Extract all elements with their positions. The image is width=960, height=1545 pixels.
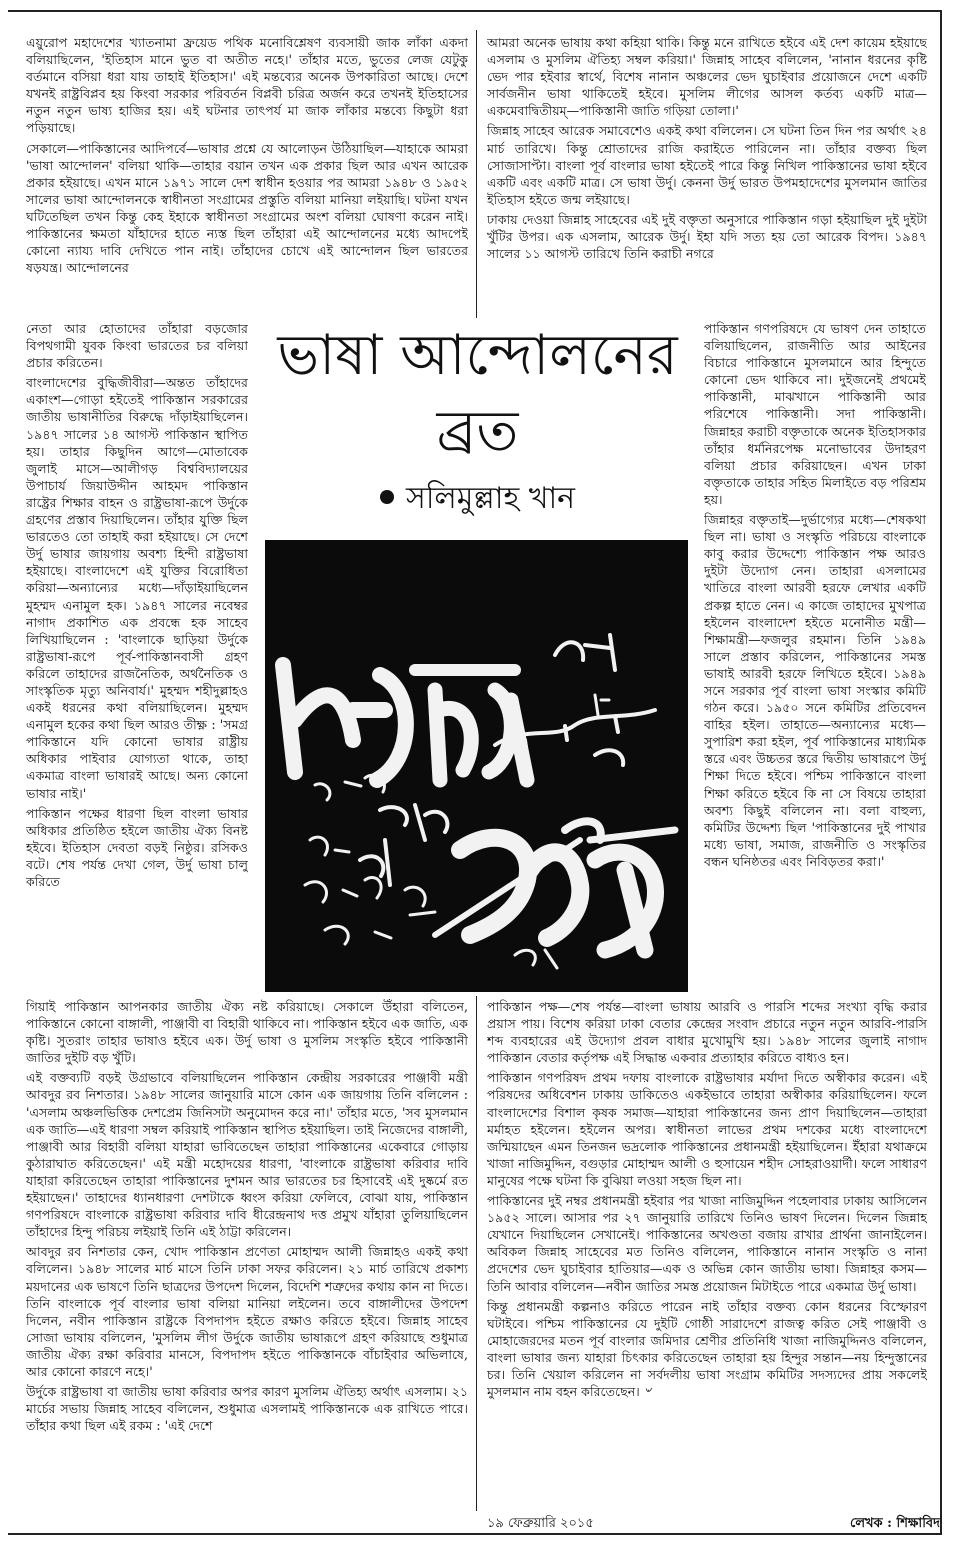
column-bottom-left [26,998,468,1513]
frame-top [8,10,942,12]
byline [380,478,680,520]
paragraph: এই বক্তব্যটি বড়ই উগ্রভাবে বলিয়াছিলেন পাকিস্তান কেন্দ্রীয় সরকারের পাঞ্জাবী মন্ত্রী আবদুর রব নিশতার। ১৯৪৮ সালের জানুয়ারি মাসে কোন এক জায়গায় তিনি বলিলেন : 'এসলাম অঞ্চলভিত্তিক দেশপ্রেম জিনিসটা অনুমোদন করে না।' তাঁহার মতে, 'সব মুসলমান এক জাতি—এই ধারণা সম্বল করিয়াই পাকিস্তান স্থাপিত হইয়াছিল। তাই নিজেদের বাঙ্গালী, পাঞ্জাবী আর বিহারী বলিয়া যাহারা ভাবিতেছেন তাহারা পাকিস্তানের একেবারে গোড়ায় কুঠারাঘাত করিতেছেন।' এই মন্ত্রী মহোদয়ের ধারণা, 'বাংলাকে রাষ্ট্রভাষা করিবার দাবি যাহারা করিতেছেন তাহারা পাকিস্তানের দুশমন আর ভারতের চর হিসাবেই এই দুষ্কর্মে রত হইয়াছেন।' তাহাদের ধ্যানধারণা দেশটাকে ধ্বংস করিয়া ফেলিবে, বোঝা যায়, পাকিস্তান গণপরিষদে বাংলাকে রাষ্ট্রভাষা করিবার দাবি ধীরেন্দ্রনাথ দত্ত প্রমুখ যাঁহারা তুলিয়াছিলেন তাঁহাদের হিন্দু পরিচয় লইয়াই তিনি এই ঠাট্টা করিলেন। [26,1070,468,1240]
bullet-icon [380,490,394,504]
headline-line-1: ভাষা আন্দোলনের [277,323,678,388]
painted-slogan-image [265,540,688,992]
paragraph: নেতা আর হোতাদের তাঁহারা বড়জোর বিপথগামী যুবক কিংবা ভারতের চর বলিয়া প্রচার করিতেন। [26,321,248,371]
paragraph: ঢাকায় দেওয়া জিন্নাহ সাহেবের এই দুই বক্তৃতা অনুসারে পাকিস্তান গড়া হইয়াছিল দুই দুইটা খুঁটির উপর। এক এসলাম, আরেক উর্দু। ইহা যদি সত্য হয় তো আরেক বিপদ। ১৯৪৭ সালের ১১ আগস্ট তারিখে তিনি করাচী নগরে [487,211,927,262]
column-divider-bottom [476,996,477,1511]
headline-line-2: ব্রত [436,399,519,464]
column-mid-left [26,320,248,996]
paragraph: সেকালে—পাকিস্তানের আদিপর্বে—ভাষার প্রশ্নে যে আলোড়ন উঠিয়াছিল—যাহাকে আমরা 'ভাষা আন্দোলন' বলিয়া থাকি—তাহার বয়ান তখন এক প্রকার ছিল আর এখন আরেক প্রকার হইয়াছে। এখন মানে ১৯৭১ সালে দেশ স্বাধীন হওয়ার পর আমরা ১৯৪৮ ও ১৯৫২ সালের ভাষা আন্দোলনকে স্বাধীনতা সংগ্রামের প্রস্তুতি বলিয়া মানিয়া লইয়াছি। ঘটনা যখন ঘটিতেছিল তখন কিন্তু কেহ ইহাকে স্বাধীনতা সংগ্রামের অংশ বলিয়া ঘোষণা করেন নাই। পাকিস্তানের ক্ষমতা যাঁহাদের হাতে ন্যস্ত ছিল তাঁহারা এই আন্দোলনের মধ্যে আদপেই কোনো ন্যায্য দাবি দেখিতে পান নাই। তাঁহাদের চোখে এই আন্দোলন ছিল ভারতের ষড়যন্ত্র। আন্দোলনের [26,140,468,276]
paragraph: পাকিস্তান পক্ষের ধারণা ছিল বাংলা ভাষার অধিকার প্রতিষ্ঠিত হইলে জাতীয় ঐক্য বিনষ্ট হইবে। ইতিহাস দেবতা বড়ই নিষ্ঠুর। রসিকও বটে। শেষ পর্যন্ত দেখা গেল, উর্দু ভাষা চালু করিতে [26,805,248,889]
paragraph: পাকিস্তান গণপরিষদে যে ভাষণ দেন তাহাতে বলিয়াছিলেন, রাজনীতি আর আইনের বিচারে পাকিস্তানে মুসলমানে আর হিন্দুতে কোনো ভেদ থাকিবে না। দুইজনেই প্রথমেই পাকিস্তানী, মাঝখানে পাকিস্তানী আর পরিশেষে পাকিস্তানী। সদা পাকিস্তানী। জিন্নাহর করাচী বক্তৃতাকে অনেক ইতিহাসকার তাঁহার ধর্মনিরপেক্ষ মনোভাবের উদাহরণ বলিয়া প্রচার করিয়াছেন। এখন ঢাকা বক্তৃতাকে তাহার সহিত মিলাইতে বড় পরিশ্রম হয়। [704,321,926,507]
column-bottom-right [487,998,927,1513]
paragraph: এয়ুরোপ মহাদেশের খ্যাতনামা ফ্রয়েড পথিক মনোবিশ্লেষণ ব্যবসায়ী জাক লাঁকা একদা বলিয়াছিলেন, 'ইতিহাস মানে ভুত বা অতীত নহে।' তাঁহার মতে, ভুতের লেজ যেটুকু বর্তমানে বসিয়া ধরা যায় তাহাই ইতিহাস।' এই মন্তব্যের অনেক উপকারিতা আছে। দেশে যখনই রাষ্ট্রবিপ্লব হয় কিংবা সরকার পরিবর্তন বিপ্লবী চরিত্র অর্জন করে তখনই ইতিহাসের নতুন নতুন ভাষ্য হাজির হয়। এই ঘটনার তাৎপর্য মা জাক লাঁকার মন্তব্যে কিছুটা ধরা পড়িয়াছে। [26,35,468,136]
frame-right [940,10,942,1535]
column-divider-top [476,30,477,318]
frame-bottom [8,1533,942,1535]
paragraph: পাকিস্তান পক্ষ—শেষ পর্যন্ত—বাংলা ভাষায় আরবি ও পারসি শব্দের সংখ্যা বৃদ্ধি করার প্রয়াস পায়। বিশেষ করিয়া ঢাকা বেতার কেন্দ্রের সংবাদ প্রচারে নতুন নতুন আরবি-পারসি শব্দ ব্যবহারের এই উদ্যোগ প্রবল বাধার মুখোমুখি হয়। ১৯৪৮ সালের জুলাই নাগাদ পাকিস্তান বেতার কর্তৃপক্ষ এই সিদ্ধান্ত একবার প্রত্যাহার করিতে বাধ্যও হন। [487,999,927,1066]
column-mid-right [704,320,926,996]
paragraph: উর্দুকে রাষ্ট্রভাষা বা জাতীয় ভাষা করিবার অপর কারণ মুসলিম ঐতিহ্য অর্থাৎ এসলাম। ২১ মার্চের সভায় জিন্নাহ সাহেব বলিলেন, শুধুমাত্র এসলামই পাকিস্তানকে এক রাখিতে পারে। তাঁহার কথা ছিল এই রকম : 'এই দেশে [26,1384,468,1434]
column-top-left [26,34,468,320]
paragraph: পাকিস্তান গণপরিষদ প্রথম দফায় বাংলাকে রাষ্ট্রভাষার মর্যাদা দিতে অস্বীকার করেন। এই পরিষদের অধিবেশন ঢাকায় ডাকিতেও একইভাবে তাহারা অস্বীকার করিয়াছিলেন। ফলে বাংলাদেশের বিশাল কৃষক সমাজ—যাহারা পাকিস্তানের জন্য প্রাণ দিয়াছিলেন—তাহারা মর্মাহত হইলেন। হইলেন অপর। স্বাধীনতা লাভের প্রথম দশকের মধ্যে বাংলাদেশে জন্মিয়াছেন এমন তিনজন ভদ্রলোক পাকিস্তানের প্রধানমন্ত্রী হইয়াছিলেন। ইঁহারা যথাক্রমে খাজা নাজিমুদ্দিন, বগুড়ার মোহাম্মদ আলী ও হুসায়েন শহীদ সোহরাওয়ার্দী। ফলে সাধারণ মানুষের পক্ষে ঘটনা কি বুঝিয়া লওয়া সহজ ছিল না। [487,1070,927,1188]
photo-ekushe-wall [265,540,688,992]
author-note: লেখক : শিক্ষাবিদ [850,1516,940,1531]
paragraph: জিন্নাহ সাহেব আরেক সমাবেশেও একই কথা বলিলেন। সে ঘটনা তিন দিন পর অর্থাৎ ২৪ মার্চ তারিখে। কিন্তু শ্রোতাদের রাজি করাইতে পারিলেন না। তাঁহার বক্তব্য ছিল সোজাসাপ্টা। বাংলা পূর্ব বাংলার ভাষা হইতেই পারে কিন্তু নিখিল পাকিস্তানের ভাষা হইবে একটি এবং একটি মাত্র। সে ভাষা উর্দু। কেননা উর্দু ভারত উপমহাদেশের মুসলমান জাতির ইতিহাস হইতে জন্ম লইয়াছে। [487,123,927,207]
publication-date: ১৯ ফেব্রুয়ারি ২০১৫ [487,1516,594,1531]
author-name: সলিমুল্লাহ খান [406,481,576,516]
paragraph: কিন্তু প্রধানমন্ত্রী কল্পনাও করিতে পারেন নাই তাঁহার বক্তব্য কোন ধরনের বিস্ফোরণ ঘটাইবে। পশ্চিম পাকিস্তানের যে দুইটি গোষ্ঠী সারাদেশে রাজত্ব করিত সেই পাঞ্জাবী ও মোহাজেরদের মতন পূর্ব বাংলার জমিদার শ্রেণীর প্রতিনিধি খাজা নাজিমুদ্দিনও বলিলেন, বাংলা ভাষার জন্য যাহারা চিৎকার করিতেছেন তাহারা হয় হিন্দুর সন্তান—নয় হিন্দুস্তানের চর। তিনি খেয়াল করিলেন না সর্বদলীয় ভাষা সংগ্রাম কমিটির সদস্যদের প্রায় সকলেই মুসলমান নাম বহন করিতেছেন। ৺ [487,1298,927,1400]
paragraph: আবদুর রব নিশতার কেন, খোদ পাকিস্তান প্রণেতা মোহাম্মদ আলী জিন্নাহও একই কথা বলিলেন। ১৯৪৮ সালের মার্চ মাসে তিনি ঢাকা সফর করিলেন। ২১ মার্চ তারিখে প্রকাশ্য ময়দানের এক ভাষণে তিনি ছাত্রদের উপদেশ দিলেন, বিদেশি শত্রুদের কথায় কান না দিতে। তিনি বাংলাকে পূর্ব বাংলার ভাষা বলিয়া মানিয়া লইলেন। তবে বাঙ্গালীদের উপদেশ দিলেন, নবীন পাকিস্তান রাষ্ট্রকে বিপদাপদ হইতে রক্ষাও করিতে হইবে। জিন্নাহ সাহেব সোজা ভাষায় বলিলেন, 'মুসলিম লীগ উর্দুকে জাতীয় ভাষারূপে গ্রহণ করিয়াছে শুধুমাত্র জাতীয় ঐক্য রক্ষা করিবার মানসে, বিপদাপদ হইতে পাকিস্তানকে বাঁচাইবার অভিলাষে, আর কোনো কারণে নহে।' [26,1244,468,1379]
paragraph: পাকিস্তানের দুই নম্বর প্রধানমন্ত্রী হইবার পর খাজা নাজিমুদ্দিন পহেলাবার ঢাকায় আসিলেন ১৯৫২ সালে। আসার পর ২৭ জানুয়ারি তারিখে তিনিও ভাষণ দিলেন। দিলেন জিন্নাহ যেখানে দিয়াছিলেন সেখানেই। পাকিস্তানের অখণ্ডতা বজায় রাখার প্রার্থনা জানাইলেন। অবিকল জিন্নাহ সাহেবের মত তিনিও বলিলেন, পাকিস্তানে নানান সংস্কৃতি ও নানা প্রদেশের ভেদ ঘুচাইবার হাতিয়ার—এক ও অভিন্ন কোন জাতীয় ভাষা। জিন্নাহর কসম—তিনি আবার বলিলেন—নবীন জাতির সমস্ত প্রয়োজন মিটাইতে পারে একমাত্র উর্দু ভাষা। [487,1193,927,1294]
paragraph: গিয়াই পাকিস্তান আপনকার জাতীয় ঐক্য নষ্ট করিয়াছে। সেকালে উঁহারা বলিতেন, পাকিস্তানে কোনো বাঙ্গালী, পাঞ্জাবী বা বিহারী থাকিবে না। পাকিস্তান হইবে এক জাতি, এক কৃষ্টি। সুতরাং তাহার ভাষাও হইবে এক। উর্দু ভাষা ও মুসলিম সংস্কৃতি হইবে পাকিস্তানী জাতির দুইটি বড় খুঁটি। [26,999,468,1066]
paragraph: বাংলাদেশের বুদ্ধিজীবীরা—অন্তত তাঁহাদের একাংশ—গোড়া হইতেই পাকিস্তান সরকারের জাতীয় ভাষানীতির বিরুদ্ধে দাঁড়াইয়াছিলেন। ১৯৪৭ সালের ১৪ আগস্ট পাকিস্তান স্থাপিত হয়। তাহার কিছুদিন আগে—মোতাবেক জুলাই মাসে—আলীগড় বিশ্ববিদ্যালয়ের উপাচার্য জিয়াউদ্দীন আহমদ পাকিস্তান রাষ্ট্রের শিক্ষার বাহন ও রাষ্ট্রভাষা-রূপে উর্দুকে গ্রহণের প্রস্তাব দিয়াছিলেন। তাঁহার যুক্তি ছিল ভারতেও তো তাহাই করা হইয়াছে। সে দেশে উর্দু ভাষার জায়গায় অবশ্য হিন্দী রাষ্ট্রভাষা হইয়াছে। বাংলাদেশে এই যুক্তির বিরোধিতা করিয়া—অন্যান্যের মধ্যে—দাঁড়াইয়াছিলেন মুহম্মদ এনামুল হক। ১৯৪৭ সালের নবেম্বর নাগাদ প্রকাশিত এক প্রবন্ধে হক সাহেব লিখিয়াছিলেন : 'বাংলাকে ছাড়িয়া উর্দুকে রাষ্ট্রভাষা-রূপে পূর্ব-পাকিস্তানবাসী গ্রহণ করিলে তাহাদের রাজনৈতিক, অর্থনৈতিক ও সাংস্কৃতিক মৃত্যু অনিবার্য।' মুহম্মদ শহীদুল্লাহও একই ধরনের কথা বলিয়াছিলেন। মুহম্মদ এনামুল হকের কথা ছিল আরও তীক্ষ্ণ : 'সমগ্র পাকিস্তানে যদি কোনো ভাষার রাষ্ট্রীয় অধিকার পাইবার যোগ্যতা থাকে, তাহা একমাত্র বাংলা ভাষারই আছে। অন্য কোনো ভাষার নাই।' [26,375,248,801]
paragraph: আমরা অনেক ভাষায় কথা কহিয়া থাকি। কিন্তু মনে রাখিতে হইবে এই দেশ কায়েম হইয়াছে এসলাম ও মুসলিম ঐতিহ্য সম্বল করিয়া।' জিন্নাহ সাহেব বলিলেন, 'নানান ধরনের কৃষ্টি ভেদ পার হইবার স্বার্থে, বিশেষ নানান অঞ্চলের ভেদ ঘুচাইবার প্রয়োজনে দেশে একটি সার্বজনীন ভাষা থাকিতেই হইবে। মুসলিম লীগের আসল কর্তব্য একটি মাত্র—একমেবাদ্বিতীয়ম্—পাকিস্তানী জাতি গড়িয়া তোলা।' [487,35,927,119]
column-top-right [487,34,927,320]
paragraph: জিন্নাহর বক্তৃতাই—দুর্ভাগ্যের মধ্যে—শেষকথা ছিল না। ভাষা ও সংস্কৃতি পরিচয়ে বাংলাকে কাবু করার উদ্দেশ্যে পাকিস্তান পক্ষ আরও দুইটা উদ্যোগ নেন। তাহারা এসলামের খাতিরে বাংলা আরবী হরফে লেখার একটি প্রকল্প হাতে নেন। এ কাজে তাহাদের মুখপাত্র হইলেন বাংলাদেশ হইতে মনোনীত মন্ত্রী—শিক্ষামন্ত্রী—ফজলুর রহমান। তিনি ১৯৪৯ সালে প্রস্তাব করিলেন, পাকিস্তানের সমস্ত ভাষাই আরবী হরফে লিখিতে হইবে। ১৯৪৯ সনে সরকার পূর্ব বাংলা ভাষা সংস্কার কমিটি গঠন করে। ১৯৫০ সনে কমিটির প্রতিবেদন বাহির হইল। তাহাতে—অন্যান্যের মধ্যে—সুপারিশ করা হইল, পূর্ব পাকিস্তানের মাধ্যমিক স্তরে এবং উচ্চতর স্তরে দ্বিতীয় ভাষারূপে উর্দু শিক্ষা দিতে হইবে। পশ্চিম পাকিস্তানে বাংলা শিক্ষা করিতে হইবে কি না সে বিষয়ে তাহারা অবশ্য কিছুই বলিলেন না। বলা বাহুল্য, কমিটির উদ্দেশ্য ছিল 'পাকিস্তানের দুই পাখার মধ্যে ভাষা, সমাজ, রাজনীতি ও সংস্কৃতির বন্ধন ঘনিষ্ঠতর এবং নিবিড়তর করা।' [704,512,926,869]
